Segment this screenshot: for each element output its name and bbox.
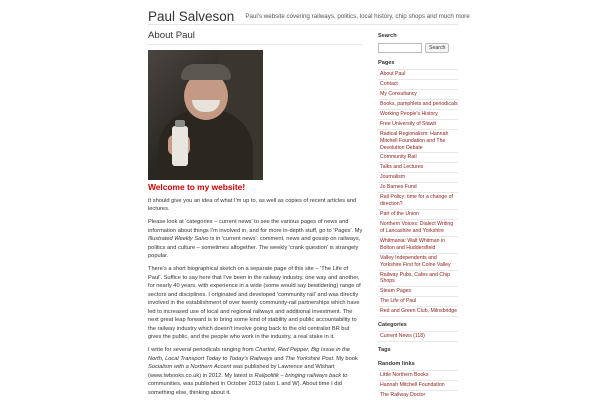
sidebar-list-item bbox=[378, 193, 458, 210]
main-content bbox=[148, 30, 363, 397]
header-divider bbox=[148, 24, 458, 25]
search-widget-title: Search bbox=[378, 33, 397, 39]
search-button[interactable]: Search bbox=[425, 43, 449, 53]
sidebar-list-item bbox=[378, 130, 458, 154]
sidebar-list-item bbox=[378, 287, 458, 297]
sidebar-list-item bbox=[378, 237, 458, 254]
page-link[interactable]: Free University of Slawit bbox=[380, 120, 436, 127]
sidebar-list-item bbox=[378, 163, 458, 173]
sidebar-list-item bbox=[378, 90, 458, 100]
page-link[interactable]: Books, pamphlets and periodicals bbox=[380, 100, 458, 107]
page-link[interactable]: Part of the Union bbox=[380, 211, 419, 218]
profile-photo bbox=[148, 50, 263, 180]
random-links-list bbox=[378, 370, 458, 400]
sidebar-list-item bbox=[378, 100, 458, 110]
sidebar-list-item bbox=[378, 70, 458, 80]
site-title-link[interactable]: Paul Salveson bbox=[148, 9, 235, 24]
page-link[interactable]: Working People's History bbox=[380, 110, 438, 117]
sidebar-list-item bbox=[378, 110, 458, 120]
intro-paragraph: It should give you an idea of what I'm up to, as well as copies of recent articles and lectures. bbox=[148, 197, 357, 212]
site-description: Paul's website covering railways, politics, local history, chip shops and much more bbox=[245, 13, 470, 20]
page-link[interactable]: Railway Pubs, Cafes and Chip Shops bbox=[380, 271, 451, 285]
site-header bbox=[148, 6, 470, 24]
random-link[interactable]: Hannah Mitchell Foundation bbox=[380, 382, 445, 389]
search-input[interactable] bbox=[378, 43, 422, 53]
sidebar-list-item bbox=[378, 332, 458, 342]
search-form bbox=[378, 42, 458, 53]
sidebar-list-item bbox=[378, 307, 458, 317]
pages-widget-title: Pages bbox=[378, 60, 395, 66]
page-link[interactable]: Whitmania: Walt Whitman in Bolton and Huddersfield bbox=[380, 237, 445, 251]
page-link[interactable]: Red and Green Club, Milnsbridge bbox=[380, 308, 457, 315]
random-link[interactable]: The Railway Doctor bbox=[380, 392, 426, 399]
page-link[interactable]: Steam Pages bbox=[380, 288, 412, 295]
welcome-heading: Welcome to my website! bbox=[148, 182, 246, 192]
sidebar-list-item bbox=[378, 183, 458, 193]
sidebar bbox=[378, 33, 458, 400]
sidebar-list-item bbox=[378, 153, 458, 163]
pages-list bbox=[378, 69, 458, 317]
news-paragraph: Please look at 'categories – current news' to see the various pages of news and information about things I'm involved in, and for more in-depth stuff, go to 'Pages'. My Illustrated Weekly Salvo is in 'current news': comment, news and gossip on railways, politics and culture – sometimes altogether. The weekly 'crank question' is strangely popular. bbox=[148, 219, 363, 259]
sidebar-list-item bbox=[378, 371, 458, 381]
page-link[interactable]: Valley Independents and Yorkshire First for Colne Valley bbox=[380, 254, 451, 268]
page-link[interactable]: Northern Voices: Dialect Writing of Lancashire and Yorkshire bbox=[380, 221, 454, 234]
sidebar-list-item bbox=[378, 391, 458, 400]
random-link[interactable]: Little Northern Books bbox=[380, 372, 429, 379]
random-links-widget-title: Random links bbox=[378, 361, 415, 368]
page-link[interactable]: Jo Barnes Fund bbox=[380, 184, 417, 191]
tags-widget-title: Tags bbox=[378, 347, 391, 354]
sidebar-list-item bbox=[378, 220, 458, 237]
sidebar-list-item bbox=[378, 297, 458, 307]
sidebar-list-item bbox=[378, 271, 458, 288]
sidebar-list-item bbox=[378, 210, 458, 220]
categories-list bbox=[378, 331, 458, 342]
page-link[interactable]: About Paul bbox=[380, 71, 406, 77]
categories-widget-title: Categories bbox=[378, 322, 407, 329]
sidebar-list-item bbox=[378, 254, 458, 271]
sidebar-list-item bbox=[378, 80, 458, 90]
page-link[interactable]: Talks and Lectures bbox=[380, 164, 424, 171]
category-link[interactable]: Current News (118) bbox=[380, 333, 425, 340]
page-link[interactable]: Contact bbox=[380, 80, 398, 87]
title-divider bbox=[148, 44, 363, 45]
page-link[interactable]: Community Rail bbox=[380, 154, 417, 161]
page-link[interactable]: Journalism bbox=[380, 174, 406, 181]
page-title: About Paul bbox=[148, 30, 195, 41]
sidebar-list-item bbox=[378, 381, 458, 391]
page-link[interactable]: My Consultancy bbox=[380, 90, 417, 97]
sidebar-list-item bbox=[378, 173, 458, 183]
writing-paragraph: I write for several periodicals ranging from Chartist, Red Pepper, Big Issue in the North, Local Transport Today to Today's Railways and The Yorkshire Post. My book Socialism with a Northern Accent was published by Lawrence and Wishart (www.lwbooks.co.uk) in 2012. My latest is Railpolitik – bringing railways back to communities, was published in October 2013 (also L and W). About time I did something else, thinking about it. bbox=[148, 347, 358, 396]
page-link[interactable]: Rail Policy: time for a change of direction? bbox=[380, 194, 453, 208]
page-link[interactable]: The Life of Paul bbox=[380, 298, 417, 305]
bio-paragraph: There's a short biographical sketch on a separate page of this site – 'The Life of Paul'. Suffice to say here that I've been in the railway industry, one way and another, for nearly 40 years, with experience in a wide (some would say bewildering) range of sectors and disciplines. I originated and developed 'community rail' and was directly involved in the establishment of over twenty community-rail partnerships which have led to increased use of local and regional railways and additional investment. The next great leap forward is to bring some kind of stability and public accountability to the railway industry which doesn't involve going back to the old centralist BR but gives the public, and the people who work in the industry, a real stake in it. bbox=[148, 266, 361, 340]
page-link[interactable]: Radical Regionalism: Hannah Mitchell Foundation and The Devolution Debate bbox=[380, 130, 449, 151]
sidebar-list-item bbox=[378, 120, 458, 130]
